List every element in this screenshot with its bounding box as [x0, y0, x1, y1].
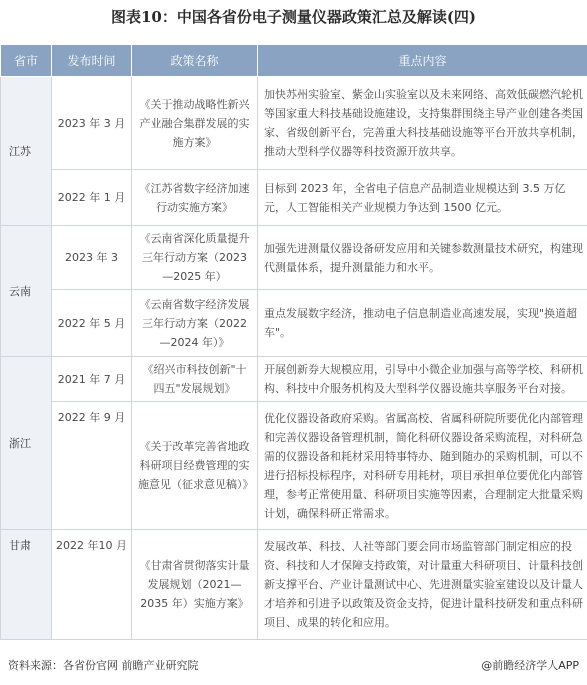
- policy-cell: 《云南省数字经济发展三年行动方案（2022—2024 年）》: [132, 290, 258, 357]
- table-row: [1, 530, 587, 640]
- brand-credit: @前瞻经济学人APP: [481, 659, 579, 672]
- policy-table: [0, 44, 587, 640]
- province-cell: 云南: [1, 226, 52, 357]
- date-cell: 2023 年 3 月: [52, 77, 132, 170]
- date-cell: 2022 年10 月: [52, 530, 132, 640]
- policy-cell: 《甘肃省贯彻落实计量发展规划（2021—2035 年）实施方案》: [132, 530, 258, 640]
- header-content: 重点内容: [258, 45, 587, 77]
- content-cell: 开展创新券大规模应用，引导中小微企业加强与高等学校、科研机构、科技中介服务机构及大型科学仪器设施共享服务平台对接。: [258, 357, 587, 402]
- table-row: [1, 357, 587, 402]
- province-cell: 甘肃: [1, 530, 52, 640]
- header-date: 发布时间: [52, 45, 132, 77]
- table-row: [1, 170, 587, 226]
- table-row: [1, 77, 587, 170]
- date-cell: 2023 年 3: [52, 226, 132, 290]
- date-cell: 2022 年 1 月: [52, 170, 132, 226]
- content-cell: 优化仪器设备政府采购。省属高校、省属科研院所要优化内部管理和完善仪器设备管理机制，简化科研仪器设备采购流程，对科研急需的仪器设备和耗材采用特事特办、随到随办的采购机制，可以不进行招标投标程序，对科研专用耗材，项目承担单位要优化内部管理，参考正常使用量、科研项目实施等因素，合理制定大批量采购计划，确保科研正常需求。: [258, 402, 587, 530]
- table-row: [1, 290, 587, 357]
- policy-cell: 《关于改革完善省地政科研项目经费管理的实施意见（征求意见稿）》: [132, 402, 258, 530]
- content-cell: 加快苏州实验室、紫金山实验室以及未来网络、高效低碳燃汽轮机等国家重大科技基础设施建设，支持集群围绕主导产业创建各类国家、省级创新平台，完善重大科技基础设施等平台开放共享机制，推动大型科学仪器等科技资源开放共享。: [258, 77, 587, 170]
- date-cell: 2021 年 7 月: [52, 357, 132, 402]
- policy-cell: 《江苏省数字经济加速行动实施方案》: [132, 170, 258, 226]
- content-cell: 目标到 2023 年，全省电子信息产品制造业规模达到 3.5 万亿元，人工智能相关产业规模力争达到 1500 亿元。: [258, 170, 587, 226]
- policy-cell: 《绍兴市科技创新"十四五"发展规划》: [132, 357, 258, 402]
- table-row: [1, 226, 587, 290]
- header-province: 省市: [1, 45, 52, 77]
- table-header-row: [1, 45, 587, 77]
- header-policy: 政策名称: [132, 45, 258, 77]
- table-row: [1, 402, 587, 530]
- content-cell: 加强先进测量仪器设备研发应用和关键参数测量技术研究，构建现代测量体系，提升测量能力和水平。: [258, 226, 587, 290]
- province-cell: 浙江: [1, 357, 52, 530]
- policy-cell: 《关于推动战略性新兴产业融合集群发展的实施方案》: [132, 77, 258, 170]
- date-cell: 2022 年 5 月: [52, 290, 132, 357]
- source-note: 资料来源：各省份官网 前瞻产业研究院: [8, 659, 199, 672]
- content-cell: 发展改革、科技、人社等部门要会同市场监管部门制定相应的投资、科技和人才保障支持政策，对计量重大科研项目、计量科技创新支撑平台、产业计量测试中心、先进测量实验室建设以及计量人才培养和引进予以政策及资金支持，促进计量科技研发和重点科研项目、成果的转化和应用。: [258, 530, 587, 640]
- content-cell: 重点发展数字经济，推动电子信息制造业高速发展，实现"换道超车"。: [258, 290, 587, 357]
- policy-cell: 《云南省深化质量提升三年行动方案（2023—2025 年）: [132, 226, 258, 290]
- province-cell: 江苏: [1, 77, 52, 226]
- date-cell: 2022 年 9 月: [52, 402, 132, 530]
- page-title: 图表10：中国各省份电子测量仪器政策汇总及解读(四): [110, 8, 477, 26]
